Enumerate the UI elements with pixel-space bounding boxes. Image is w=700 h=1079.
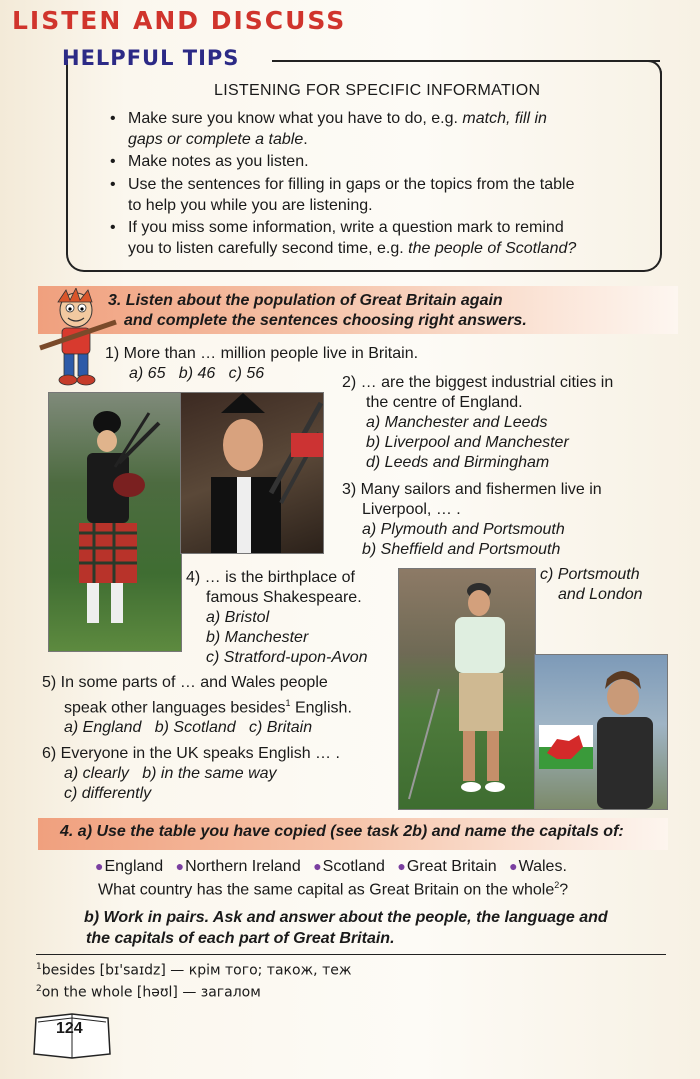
bullet-icon: •	[110, 153, 116, 170]
piper-closeup-photo	[180, 392, 324, 554]
country-item: ● Great Britain	[397, 858, 496, 875]
country-item: ● Scotland	[313, 858, 385, 875]
tip-item: • Make notes as you listen.	[110, 153, 309, 170]
section-title: LISTEN AND DISCUSS	[12, 6, 347, 35]
country-item: ● Wales.	[509, 858, 567, 875]
bullet-icon: •	[110, 110, 116, 127]
footnote-1: $^1$besides [bɪ'saɪdz] — крім того; також, теж	[36, 962, 352, 979]
bagpiper-icon	[49, 393, 181, 651]
question-1: 1) More than … million people live in Britain. a) 65 b) 46 c) 56	[105, 345, 419, 382]
question-3-option-c: c) Portsmouth and London	[540, 566, 643, 603]
tip-item: • If you miss some information, write a question mark to remind you to listen carefully second time, e.g. the people of Scotland?	[110, 219, 577, 257]
question-6: 6) Everyone in the UK speaks English … . a) clearly b) in the same way c) differently	[42, 745, 340, 802]
question-3: 3) Many sailors and fishermen live in Liverpool, … . a) Plymouth and Portsmouth b) Sheffield and Portsmouth	[342, 481, 602, 558]
golfer-icon	[399, 569, 535, 809]
task4-question: What country has the same capital as Great Britain on the whole$^2$?	[98, 880, 569, 899]
piper-face-icon	[181, 393, 323, 553]
question-2: 2) … are the biggest industrial cities in the centre of England. a) Manchester and Leeds b) Liverpool and Manchester d) Leeds and Birmingham	[342, 374, 614, 471]
piper-photo	[48, 392, 182, 652]
page-number: 124	[56, 1020, 83, 1037]
task4a-instruction: 4. a) Use the table you have copied (see task 2b) and name the capitals of:	[60, 823, 624, 840]
tips-heading: LISTENING FOR SPECIFIC INFORMATION	[214, 82, 541, 99]
country-item: ● Northern Ireland	[176, 858, 301, 875]
welsh-man-photo	[534, 654, 668, 810]
footnote-rule	[36, 954, 666, 955]
golfer-photo	[398, 568, 536, 810]
task3-instruction: 3. Listen about the population of Great Britain again and complete the sentences choosing right answers.	[108, 292, 527, 329]
tip-item: • Make sure you know what you have to do, e.g. match, fill in gaps or complete a table.	[110, 110, 547, 148]
question-4: 4) … is the birthplace of famous Shakespeare. a) Bristol b) Manchester c) Stratford-upon-Avon	[186, 569, 368, 666]
countries-list	[95, 858, 575, 876]
task4b-instruction: b) Work in pairs. Ask and answer about the people, the language and the capitals of each part of Great Britain.	[84, 909, 608, 947]
country-item: ● England	[95, 858, 163, 875]
footnote-2: $^2$on the whole [həʊl] — загалом	[36, 984, 261, 1001]
tips-title: HELPFUL TIPS	[62, 46, 240, 70]
question-5: 5) In some parts of … and Wales people speak other languages besides$^1$ English. a) England b) Scotland c) Britain	[42, 674, 352, 737]
tips-top-rule	[272, 60, 660, 62]
bullet-icon: •	[110, 219, 116, 236]
tip-item: • Use the sentences for filling in gaps or the topics from the table to help you while you are listening.	[110, 176, 575, 214]
welsh-flag-icon	[535, 655, 667, 809]
bullet-icon: •	[110, 176, 116, 193]
